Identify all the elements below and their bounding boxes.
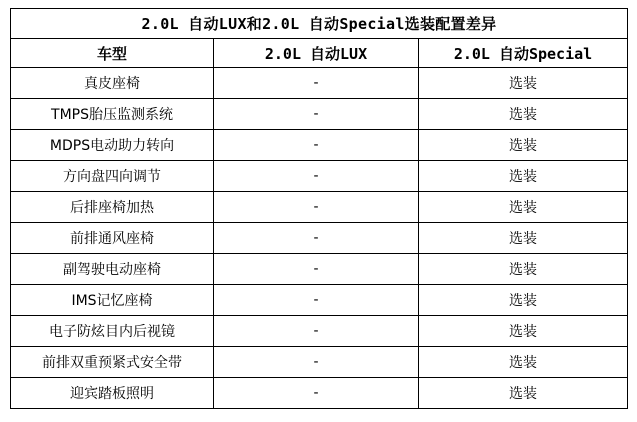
- table-row: [11, 68, 628, 99]
- table-row: [11, 347, 628, 378]
- table-row: [11, 316, 628, 347]
- special-cell: 选装: [419, 316, 628, 347]
- table-row: [11, 161, 628, 192]
- table-row: [11, 99, 628, 130]
- special-cell: 选装: [419, 99, 628, 130]
- lux-cell: -: [214, 99, 419, 130]
- table-header-row: [11, 39, 628, 68]
- feature-cell: 前排通风座椅: [11, 223, 214, 254]
- feature-cell: TMPS胎压监测系统: [11, 99, 214, 130]
- lux-cell: -: [214, 192, 419, 223]
- special-cell: 选装: [419, 254, 628, 285]
- special-cell: 选装: [419, 161, 628, 192]
- feature-cell: MDPS电动助力转向: [11, 130, 214, 161]
- lux-cell: -: [214, 254, 419, 285]
- lux-cell: -: [214, 378, 419, 409]
- lux-cell: -: [214, 285, 419, 316]
- table-row: [11, 254, 628, 285]
- special-cell: 选装: [419, 223, 628, 254]
- table-row: [11, 223, 628, 254]
- comparison-table-container: [10, 8, 627, 409]
- special-cell: 选装: [419, 378, 628, 409]
- table-title-row: [11, 9, 628, 39]
- table-row: [11, 130, 628, 161]
- lux-cell: -: [214, 316, 419, 347]
- table-row: [11, 192, 628, 223]
- lux-cell: -: [214, 223, 419, 254]
- feature-cell: 副驾驶电动座椅: [11, 254, 214, 285]
- special-cell: 选装: [419, 68, 628, 99]
- table-row: [11, 285, 628, 316]
- feature-cell: IMS记忆座椅: [11, 285, 214, 316]
- table-row: [11, 378, 628, 409]
- lux-cell: -: [214, 130, 419, 161]
- special-cell: 选装: [419, 192, 628, 223]
- special-cell: 选装: [419, 285, 628, 316]
- special-cell: 选装: [419, 130, 628, 161]
- special-cell: 选装: [419, 347, 628, 378]
- lux-cell: -: [214, 68, 419, 99]
- feature-cell: 方向盘四向调节: [11, 161, 214, 192]
- header-model: 车型: [11, 39, 214, 68]
- feature-cell: 真皮座椅: [11, 68, 214, 99]
- lux-cell: -: [214, 161, 419, 192]
- header-lux: 2.0L 自动LUX: [214, 39, 419, 68]
- table-title: 2.0L 自动LUX和2.0L 自动Special选装配置差异: [11, 9, 628, 39]
- feature-cell: 前排双重预紧式安全带: [11, 347, 214, 378]
- lux-cell: -: [214, 347, 419, 378]
- feature-cell: 后排座椅加热: [11, 192, 214, 223]
- feature-cell: 迎宾踏板照明: [11, 378, 214, 409]
- feature-cell: 电子防炫目内后视镜: [11, 316, 214, 347]
- config-comparison-table: [10, 8, 628, 409]
- header-special: 2.0L 自动Special: [419, 39, 628, 68]
